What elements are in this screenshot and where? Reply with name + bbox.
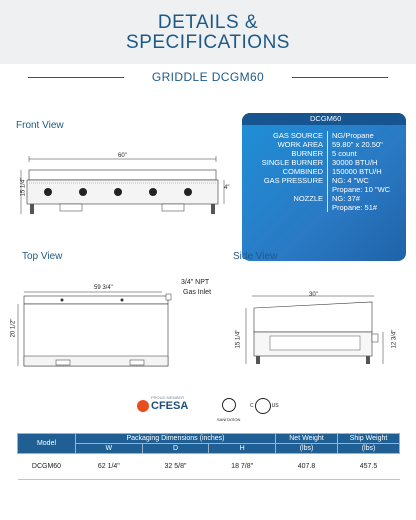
spec-panel [242,113,406,261]
col-d: D [142,444,209,454]
gas-inlet-label-1: 3/4" NPT [181,279,210,286]
front-view-label: Front View [16,120,64,131]
spec-rows [242,131,406,212]
cfesa-logo [137,395,188,412]
spec-row [242,149,406,158]
spec-key: GAS SOURCE [272,131,323,140]
spec-value: 30000 BTU/H [332,158,378,167]
nsf-sanitation-logo [217,398,240,422]
spec-row [242,167,406,176]
cell-d: 32 5/8" [142,454,209,480]
title-line-2: SPECIFICATIONS [126,32,290,53]
col-h: H [209,444,276,454]
csa-us-text: US [271,403,279,409]
cfesa-name: CFESA [151,400,189,412]
title-line-1: DETAILS & [157,12,259,33]
spec-row [242,131,406,140]
spec-value: NG: 4 "WC Propane: 10 "WC [332,176,391,194]
spec-value: NG: 37# Propane: 51# [332,194,378,212]
divider-right [292,77,388,78]
csa-logo [250,398,279,414]
front-width-dim: 60" [118,153,127,159]
model-title: GRIDDLE DCGM60 [151,70,265,84]
spec-row [242,176,406,194]
side-inner-height-dim: 12 3/4" [391,329,398,349]
spec-value: 5 count [332,149,357,158]
side-height-dim: 15 1/4" [235,329,242,349]
spec-key: NOZZLE [293,194,323,203]
cell-h: 18 7/8" [209,454,276,480]
spec-key: BURNER [291,149,323,158]
header-banner [0,0,416,64]
side-view-label: Side View [233,251,278,262]
col-ship-unit: (lbs) [338,444,400,454]
top-view-drawing [12,282,182,378]
top-depth-dim: 20 1/2" [10,318,17,338]
col-ship-weight: Ship Weight [338,434,400,444]
cell-net: 407.8 [276,454,338,480]
spec-key: WORK AREA [277,140,323,149]
packaging-table [17,433,400,480]
sanitation-text: SANITATION [217,417,241,422]
cell-w: 62 1/4" [76,454,143,480]
spec-key: COMBINED [282,167,323,176]
col-w: W [76,444,143,454]
front-side-dim: 4" [224,185,230,191]
top-width-dim: 59 3/4" [94,285,113,291]
csa-c-text: C [250,403,254,409]
page-title [0,0,416,53]
spec-value: 150000 BTU/H [332,167,382,176]
spec-row [242,158,406,167]
col-net-unit: (lbs) [276,444,338,454]
side-view-drawing [240,288,390,368]
cfesa-tagline: PROUD MEMBER [151,395,185,400]
front-height-dim: 15 1/4" [20,177,27,197]
spec-key: SINGLE BURNER [261,158,323,167]
spec-row [242,140,406,149]
spec-value: 59.80" x 20.50" [332,140,383,149]
spec-panel-heading: DCGM60 [242,113,406,125]
col-net-weight: Net Weight [276,434,338,444]
spec-value: NG/Propane [332,131,374,140]
spec-row [242,194,406,212]
cfesa-emblem-icon [137,400,149,412]
csa-seal-icon [255,398,271,414]
spec-key: GAS PRESSURE [263,176,323,185]
col-model: Model [18,434,76,454]
col-packaging: Packaging Dimensions (inches) [76,434,276,444]
cell-ship: 457.5 [338,454,400,480]
cell-model: DCGM60 [18,454,76,480]
front-view-drawing [12,148,234,223]
sanitation-seal-icon [222,398,236,412]
top-view-label: Top View [22,251,63,262]
gas-inlet-label-2: Gas Inlet [183,289,212,296]
table-row [18,454,400,480]
side-depth-dim: 30" [309,292,318,298]
